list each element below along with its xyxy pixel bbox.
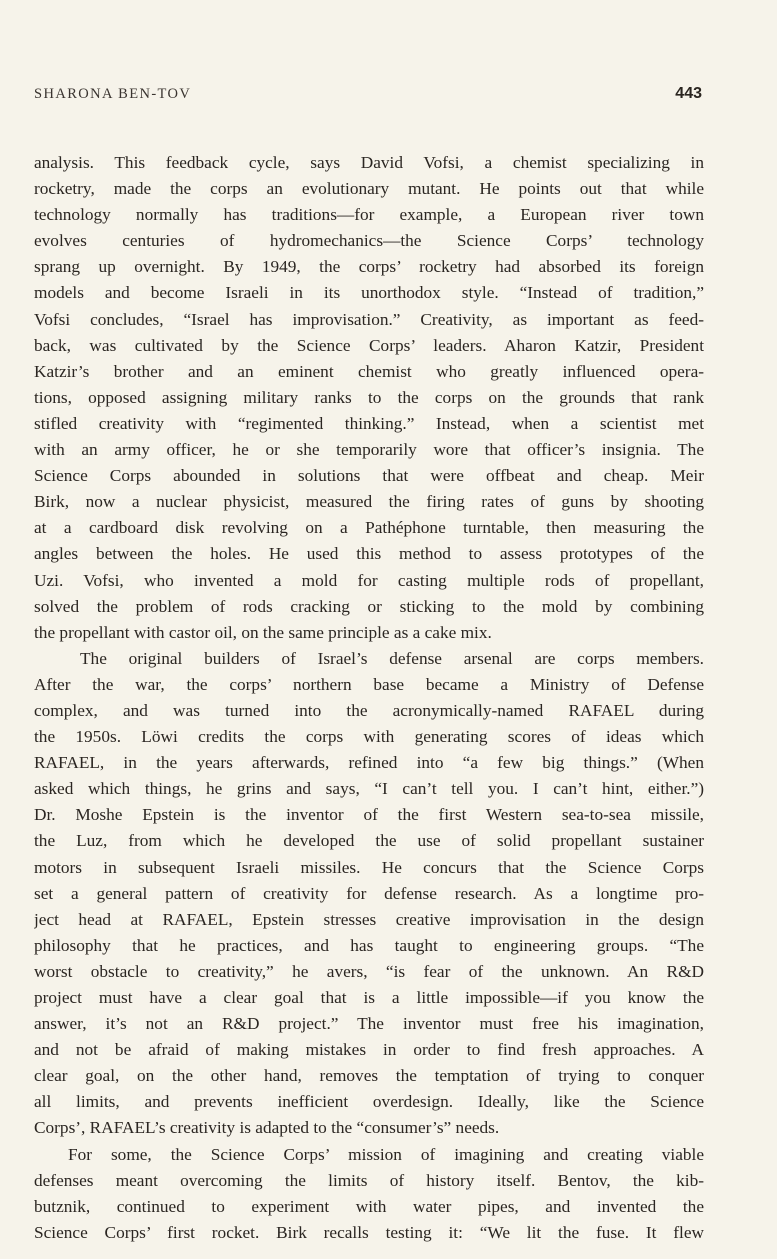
- text-line: RAFAEL, in the years afterwards, refined into “a few big things.” (When: [34, 753, 704, 773]
- text-line: at a cardboard disk revolving on a Pathéphone turntable, then measuring the: [34, 518, 704, 538]
- text-line: answer, it’s not an R&D project.” The inventor must free his imagination,: [34, 1014, 704, 1034]
- text-line: asked which things, he grins and says, “I can’t tell you. I can’t hint, either.”): [34, 779, 704, 799]
- text-line: and not be afraid of making mistakes in order to find fresh approaches. A: [34, 1040, 704, 1060]
- text-line: clear goal, on the other hand, removes the temptation of trying to conquer: [34, 1066, 704, 1086]
- text-line: solved the problem of rods cracking or sticking to the mold by combining: [34, 596, 704, 616]
- text-line: tions, opposed assigning military ranks to the corps on the grounds that rank: [34, 387, 704, 407]
- text-line: defenses meant overcoming the limits of history itself. Bentov, the kib-: [34, 1170, 704, 1190]
- body-text: [34, 150, 704, 1246]
- text-line: Katzir’s brother and an eminent chemist who greatly influenced opera-: [34, 361, 704, 381]
- text-line: models and become Israeli in its unorthodox style. “Instead of tradition,”: [34, 283, 704, 303]
- text-line: the Luz, from which he developed the use of solid propellant sustainer: [34, 831, 704, 851]
- text-line: ject head at RAFAEL, Epstein stresses creative improvisation in the design: [34, 909, 704, 929]
- text-line: motors in subsequent Israeli missiles. He concurs that the Science Corps: [34, 857, 704, 877]
- page-number: 443: [675, 85, 702, 102]
- text-line: worst obstacle to creativity,” he avers, “is fear of the unknown. An R&D: [34, 961, 704, 981]
- paragraph: [34, 646, 704, 1142]
- text-line: Science Corps’ first rocket. Birk recalls testing it: “We lit the fuse. It flew: [34, 1222, 704, 1242]
- text-line: back, was cultivated by the Science Corps’ leaders. Aharon Katzir, President: [34, 335, 704, 355]
- text-line: Birk, now a nuclear physicist, measured the firing rates of guns by shooting: [34, 492, 704, 512]
- text-line: The original builders of Israel’s defense arsenal are corps members.: [80, 648, 704, 668]
- text-line: angles between the holes. He used this method to assess prototypes of the: [34, 544, 704, 564]
- running-head: [34, 85, 702, 103]
- running-head-author: SHARONA BEN-TOV: [34, 86, 192, 102]
- text-line: set a general pattern of creativity for defense research. As a longtime pro-: [34, 883, 704, 903]
- text-line: the 1950s. Löwi credits the corps with generating scores of ideas which: [34, 727, 704, 747]
- text-line: For some, the Science Corps’ mission of imagining and creating viable: [68, 1144, 704, 1164]
- paragraph: [34, 1142, 704, 1246]
- text-line: philosophy that he practices, and has taught to engineering groups. “The: [34, 935, 704, 955]
- text-line: evolves centuries of hydromechanics—the Science Corps’ technology: [34, 231, 704, 251]
- text-line: project must have a clear goal that is a little impossible—if you know the: [34, 988, 704, 1007]
- text-line: the propellant with castor oil, on the same principle as a cake mix.: [34, 622, 492, 642]
- text-line: with an army officer, he or she temporarily wore that officer’s insignia. The: [34, 440, 704, 460]
- text-line: Science Corps abounded in solutions that were offbeat and cheap. Meir: [34, 466, 704, 486]
- text-line: Corps’, RAFAEL’s creativity is adapted to the “consumer’s” needs.: [34, 1118, 500, 1138]
- text-line: analysis. This feedback cycle, says David Vofsi, a chemist specializing in: [34, 153, 704, 172]
- text-line: stifled creativity with “regimented thinking.” Instead, when a scientist met: [34, 413, 704, 433]
- text-line: technology normally has traditions—for example, a European river town: [34, 205, 704, 225]
- text-line: After the war, the corps’ northern base became a Ministry of Defense: [34, 674, 704, 694]
- text-line: rocketry, made the corps an evolutionary mutant. He points out that while: [34, 179, 704, 199]
- paragraph: [34, 150, 704, 646]
- text-line: sprang up overnight. By 1949, the corps’ rocketry had absorbed its foreign: [34, 257, 704, 277]
- text-line: Uzi. Vofsi, who invented a mold for casting multiple rods of propellant,: [34, 570, 704, 590]
- text-line: Vofsi concludes, “Israel has improvisation.” Creativity, as important as feed-: [34, 309, 704, 329]
- text-line: all limits, and prevents inefficient overdesign. Ideally, like the Science: [34, 1092, 704, 1112]
- text-line: complex, and was turned into the acronymically-named RAFAEL during: [34, 700, 704, 720]
- text-line: butznik, continued to experiment with water pipes, and invented the: [34, 1196, 704, 1216]
- text-line: Dr. Moshe Epstein is the inventor of the first Western sea-to-sea missile,: [34, 805, 704, 825]
